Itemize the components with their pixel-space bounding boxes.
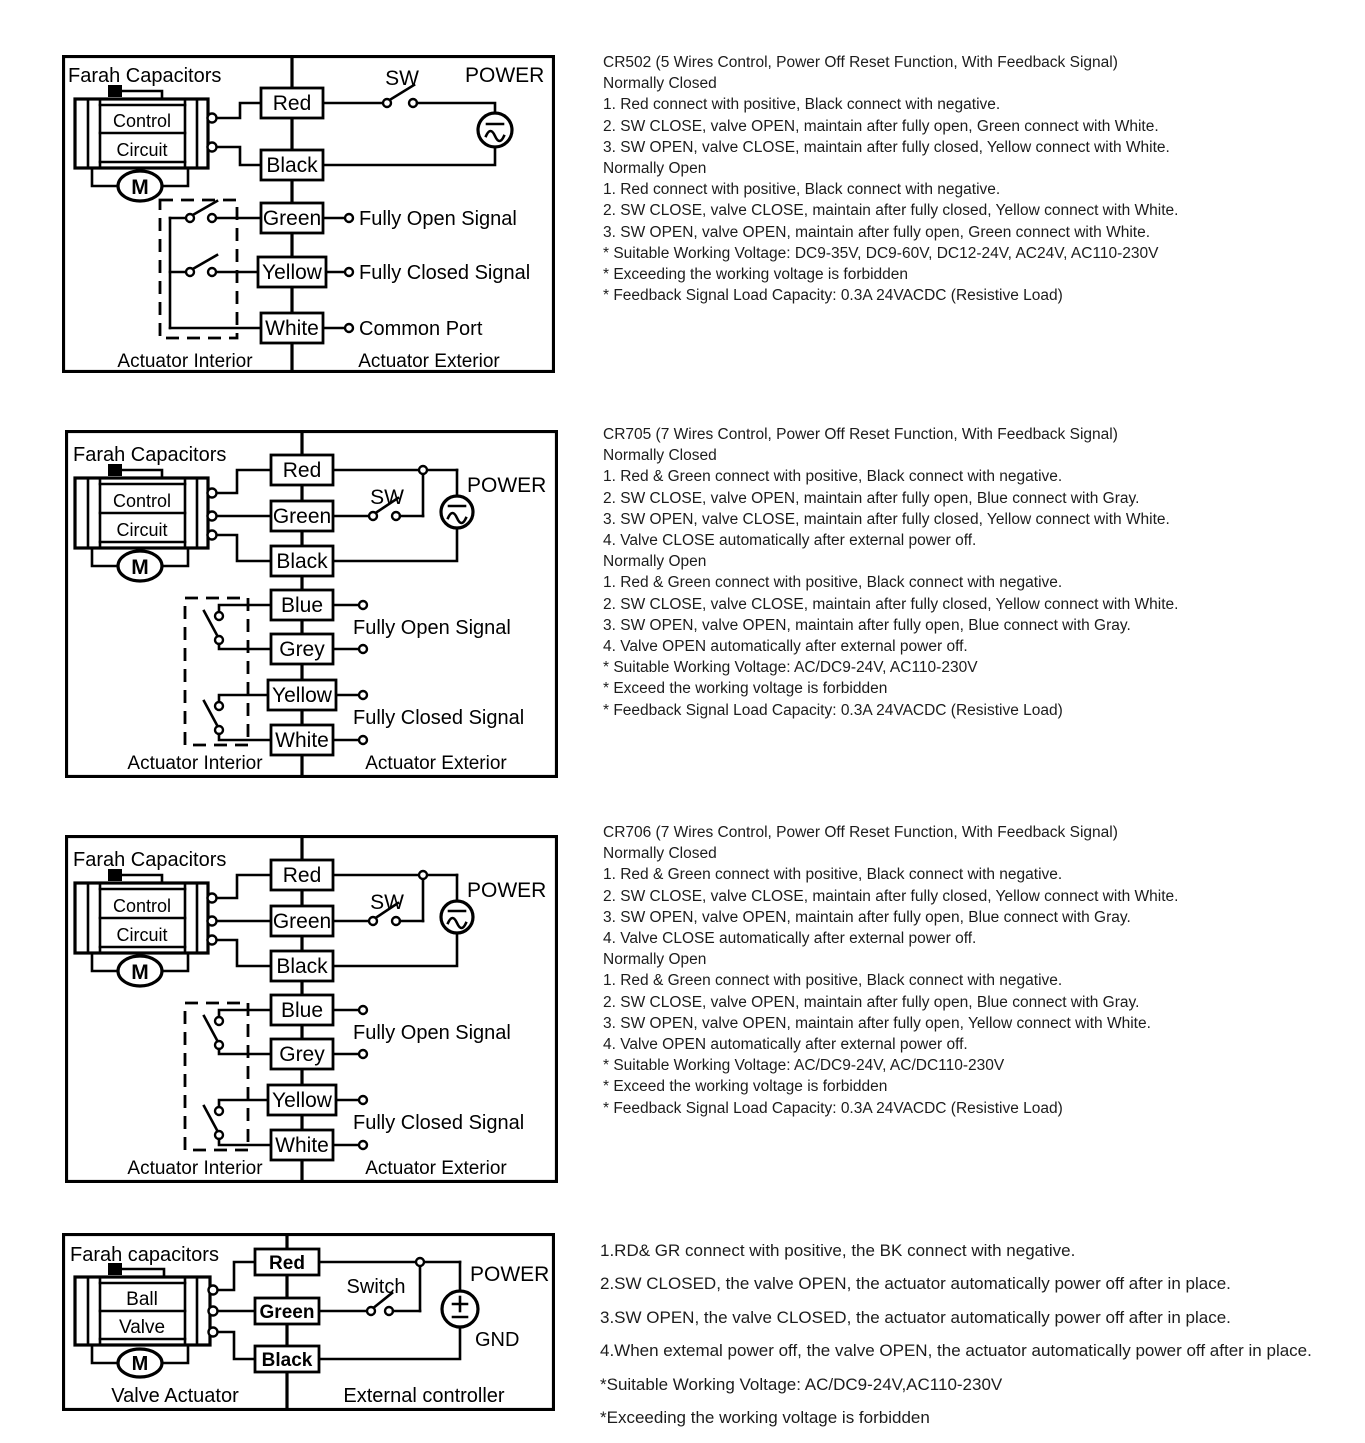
svg-text:Red: Red — [272, 92, 312, 115]
wire-box-green — [271, 501, 333, 531]
sw-label: SW — [370, 891, 404, 914]
note-line: 4. Valve OPEN automatically after external power off. — [603, 1036, 968, 1054]
note-line: 3. SW OPEN, valve OPEN, maintain after fully open, Green connect with White. — [603, 223, 1151, 241]
power-source-icon — [441, 496, 473, 528]
ball-valve-notes — [600, 1234, 1312, 1434]
motor-label: M — [131, 1353, 149, 1375]
note-line: 3. SW OPEN, valve OPEN, maintain after fully open, Blue connect with Gray. — [603, 616, 1131, 634]
sw-label: SW — [370, 486, 404, 509]
note-line: 3. SW OPEN, valve OPEN, maintain after fully open, Blue connect with Gray. — [603, 908, 1131, 926]
svg-text:Grey: Grey — [279, 638, 325, 661]
wire-box-yellow — [258, 257, 326, 287]
actuator-exterior-label: Actuator Exterior — [365, 753, 507, 774]
actuator-exterior-label: Actuator Exterior — [365, 1158, 507, 1179]
svg-text:Black: Black — [266, 154, 318, 177]
note-line: 1.RD& GR connect with positive, the BK connect with negative. — [600, 1241, 1076, 1260]
wire-box-red — [255, 1249, 319, 1275]
common-port-label: Common Port — [359, 318, 483, 340]
note-line: 2. SW CLOSE, valve OPEN, maintain after fully open, Green connect with White. — [603, 117, 1159, 135]
svg-text:Green: Green — [272, 910, 332, 933]
note-line: 4. Valve CLOSE automatically after external power off. — [603, 930, 977, 948]
limit-switch-box — [185, 598, 271, 745]
svg-text:Green: Green — [272, 505, 332, 528]
wire-box-green — [271, 906, 333, 936]
note-line: 2. SW CLOSE, valve OPEN, maintain after fully open, Blue connect with Gray. — [603, 993, 1140, 1011]
note-line: 2. SW CLOSE, valve CLOSE, maintain after fully closed, Yellow connect with White. — [603, 202, 1179, 220]
sw-label: SW — [385, 67, 419, 90]
device-label-top: Control — [112, 491, 172, 511]
cr706-notes — [603, 822, 1178, 1119]
farah-capacitors-label: Farah Capacitors — [68, 65, 222, 87]
note-line: Normally Open — [603, 951, 707, 969]
fully-open-signal-label: Fully Open Signal — [353, 1022, 511, 1044]
power-label: POWER — [467, 474, 547, 497]
wire-box-white — [271, 725, 333, 755]
junction-dot — [416, 1258, 424, 1266]
wire-box-red — [271, 860, 333, 890]
svg-text:White: White — [275, 729, 329, 752]
svg-text:Blue: Blue — [280, 594, 324, 617]
actuator-exterior-label: Actuator Exterior — [358, 351, 500, 372]
power-label: POWER — [470, 1263, 550, 1286]
note-line: Normally Closed — [603, 447, 717, 465]
note-line: Normally Closed — [603, 75, 717, 93]
actuator-interior-label: Actuator Interior — [127, 1158, 263, 1179]
note-line: 1. Red connect with positive, Black connect with negative. — [603, 181, 1001, 199]
motor-label: M — [131, 961, 149, 984]
wire-box-black — [255, 1346, 319, 1372]
control-circuit-block — [75, 869, 302, 986]
svg-text:White: White — [265, 317, 319, 340]
svg-text:Yellow: Yellow — [272, 684, 332, 707]
motor-label: M — [131, 556, 149, 579]
power-source-icon — [478, 113, 512, 147]
note-line: 2. SW CLOSE, valve OPEN, maintain after fully open, Blue connect with Gray. — [603, 489, 1140, 507]
junction-dot — [419, 466, 427, 474]
note-line: * Exceed the working voltage is forbidden — [603, 1078, 888, 1096]
external-controller-label: External controller — [343, 1385, 505, 1407]
note-line: 2. SW CLOSE, valve CLOSE, maintain after fully closed, Yellow connect with White. — [603, 887, 1179, 905]
wire-box-red — [271, 455, 333, 485]
control-circuit-block — [75, 464, 302, 581]
actuator-interior-label: Actuator Interior — [127, 753, 263, 774]
note-line: Normally Open — [603, 160, 707, 178]
note-line: 1. Red & Green connect with positive, Black connect with negative. — [603, 972, 1063, 990]
note-line: * Feedback Signal Load Capacity: 0.3A 24VACDC (Resistive Load) — [603, 287, 1063, 305]
svg-text:Black: Black — [276, 955, 328, 978]
svg-text:Black: Black — [261, 1350, 313, 1371]
note-line: 3. SW OPEN, valve OPEN, maintain after fully open, Yellow connect with White. — [603, 1014, 1151, 1032]
svg-text:Blue: Blue — [280, 999, 324, 1022]
note-line: 3. SW OPEN, valve CLOSE, maintain after fully closed, Yellow connect with White. — [603, 138, 1170, 156]
note-line: * Exceed the working voltage is forbidden — [603, 680, 888, 698]
power-source-icon — [441, 901, 473, 933]
svg-text:Red: Red — [282, 864, 322, 887]
fully-closed-signal-label: Fully Closed Signal — [353, 707, 525, 729]
svg-text:Yellow: Yellow — [262, 261, 322, 284]
wire-box-white — [271, 1130, 333, 1160]
farah-capacitors-label: Farah Capacitors — [73, 444, 227, 466]
note-line: 2. SW CLOSE, valve CLOSE, maintain after fully closed, Yellow connect with White. — [603, 595, 1179, 613]
note-line: * Exceeding the working voltage is forbidden — [603, 266, 909, 284]
svg-text:Green: Green — [262, 207, 322, 230]
device-label-top: Control — [112, 111, 172, 131]
cr502-notes — [603, 52, 1178, 306]
note-line: *Suitable Working Voltage: AC/DC9-24V,AC110-230V — [600, 1374, 1003, 1394]
device-label-top: Control — [112, 896, 172, 916]
junction-dot — [419, 871, 427, 879]
device-label-bottom: Circuit — [116, 140, 168, 160]
wire-box-red — [261, 88, 323, 118]
note-line: 4.When extemal power off, the valve OPEN, the actuator automatically power off after in place. — [600, 1341, 1312, 1361]
cr705-wiring-diagram — [65, 430, 558, 783]
svg-text:Yellow: Yellow — [272, 1089, 332, 1112]
wire-box-yellow — [268, 680, 336, 710]
wire-box-black — [271, 546, 333, 576]
note-line: 1. Red & Green connect with positive, Black connect with negative. — [603, 468, 1063, 486]
note-line: 3. SW OPEN, valve CLOSE, maintain after fully closed, Yellow connect with White. — [603, 510, 1170, 528]
note-line: * Suitable Working Voltage: AC/DC9-24V, AC/DC110-230V — [603, 1057, 1005, 1075]
note-line: * Suitable Working Voltage: AC/DC9-24V, AC110-230V — [603, 659, 978, 677]
svg-text:Black: Black — [276, 550, 328, 573]
note-line: 1. Red & Green connect with positive, Black connect with negative. — [603, 574, 1063, 592]
cr706-wiring-diagram — [65, 835, 558, 1188]
note-line: *Exceeding the working voltage is forbidden — [600, 1408, 930, 1428]
device-label-top: Ball — [126, 1289, 158, 1310]
note-line: CR502 (5 Wires Control, Power Off Reset Function, With Feedback Signal) — [603, 54, 1118, 71]
power-label: POWER — [467, 879, 547, 902]
device-label-bottom: Valve — [118, 1317, 166, 1338]
note-line: * Suitable Working Voltage: DC9-35V, DC9-60V, DC12-24V, AC24V, AC110-230V — [603, 244, 1159, 262]
motor-label: M — [131, 176, 149, 199]
note-line: 1. Red & Green connect with positive, Black connect with negative. — [603, 866, 1063, 884]
svg-text:Red: Red — [282, 459, 322, 482]
cr705-notes — [603, 424, 1178, 721]
farah-capacitors-label: Farah capacitors — [70, 1244, 219, 1266]
note-line: 2.SW CLOSED, the valve OPEN, the actuator automatically power off after in place. — [600, 1274, 1231, 1294]
fully-closed-signal-label: Fully Closed Signal — [353, 1112, 525, 1134]
wire-box-black — [261, 150, 323, 180]
fully-open-signal-label: Fully Open Signal — [353, 617, 511, 639]
wire-box-green — [255, 1298, 319, 1324]
note-line: * Feedback Signal Load Capacity: 0.3A 24VACDC (Resistive Load) — [603, 1099, 1063, 1117]
device-label-bottom: Circuit — [116, 925, 168, 945]
note-line: Normally Closed — [603, 845, 717, 863]
fully-closed-signal-label: Fully Closed Signal — [359, 262, 531, 284]
note-line: 1. Red connect with positive, Black connect with negative. — [603, 96, 1001, 114]
wire-box-grey — [271, 634, 333, 664]
note-line: * Feedback Signal Load Capacity: 0.3A 24VACDC (Resistive Load) — [603, 701, 1063, 719]
wire-box-yellow — [268, 1085, 336, 1115]
note-line: Normally Open — [603, 553, 707, 571]
note-line: CR705 (7 Wires Control, Power Off Reset Function, With Feedback Signal) — [603, 426, 1118, 443]
note-line: 4. Valve OPEN automatically after external power off. — [603, 638, 968, 656]
cr502-wiring-diagram — [62, 55, 555, 378]
fully-open-signal-label: Fully Open Signal — [359, 208, 517, 230]
svg-text:Green: Green — [259, 1302, 315, 1323]
note-line: 3.SW OPEN, the valve CLOSED, the actuator automatically power off after in place. — [600, 1307, 1231, 1327]
wire-box-white — [261, 313, 323, 343]
power-source-icon — [442, 1291, 478, 1327]
switch-label: Switch — [346, 1276, 406, 1298]
actuator-interior-label: Actuator Interior — [117, 351, 253, 372]
svg-text:Red: Red — [269, 1253, 305, 1274]
limit-switch-box — [185, 1003, 271, 1150]
valve-actuator-label: Valve Actuator — [111, 1385, 239, 1407]
note-line: CR706 (7 Wires Control, Power Off Reset Function, With Feedback Signal) — [603, 824, 1118, 841]
power-label: POWER — [465, 64, 545, 87]
gnd-label: GND — [475, 1329, 520, 1351]
wire-box-blue — [271, 590, 333, 620]
wire-box-green — [261, 203, 323, 233]
control-circuit-block — [75, 85, 292, 201]
farah-capacitors-label: Farah Capacitors — [73, 849, 227, 871]
ball-valve-wiring-diagram — [62, 1233, 555, 1416]
svg-text:Grey: Grey — [279, 1043, 325, 1066]
wire-box-black — [271, 951, 333, 981]
note-line: 4. Valve CLOSE automatically after external power off. — [603, 532, 977, 550]
svg-text:White: White — [275, 1134, 329, 1157]
wire-box-grey — [271, 1039, 333, 1069]
device-label-bottom: Circuit — [116, 520, 168, 540]
wire-box-blue — [271, 995, 333, 1025]
